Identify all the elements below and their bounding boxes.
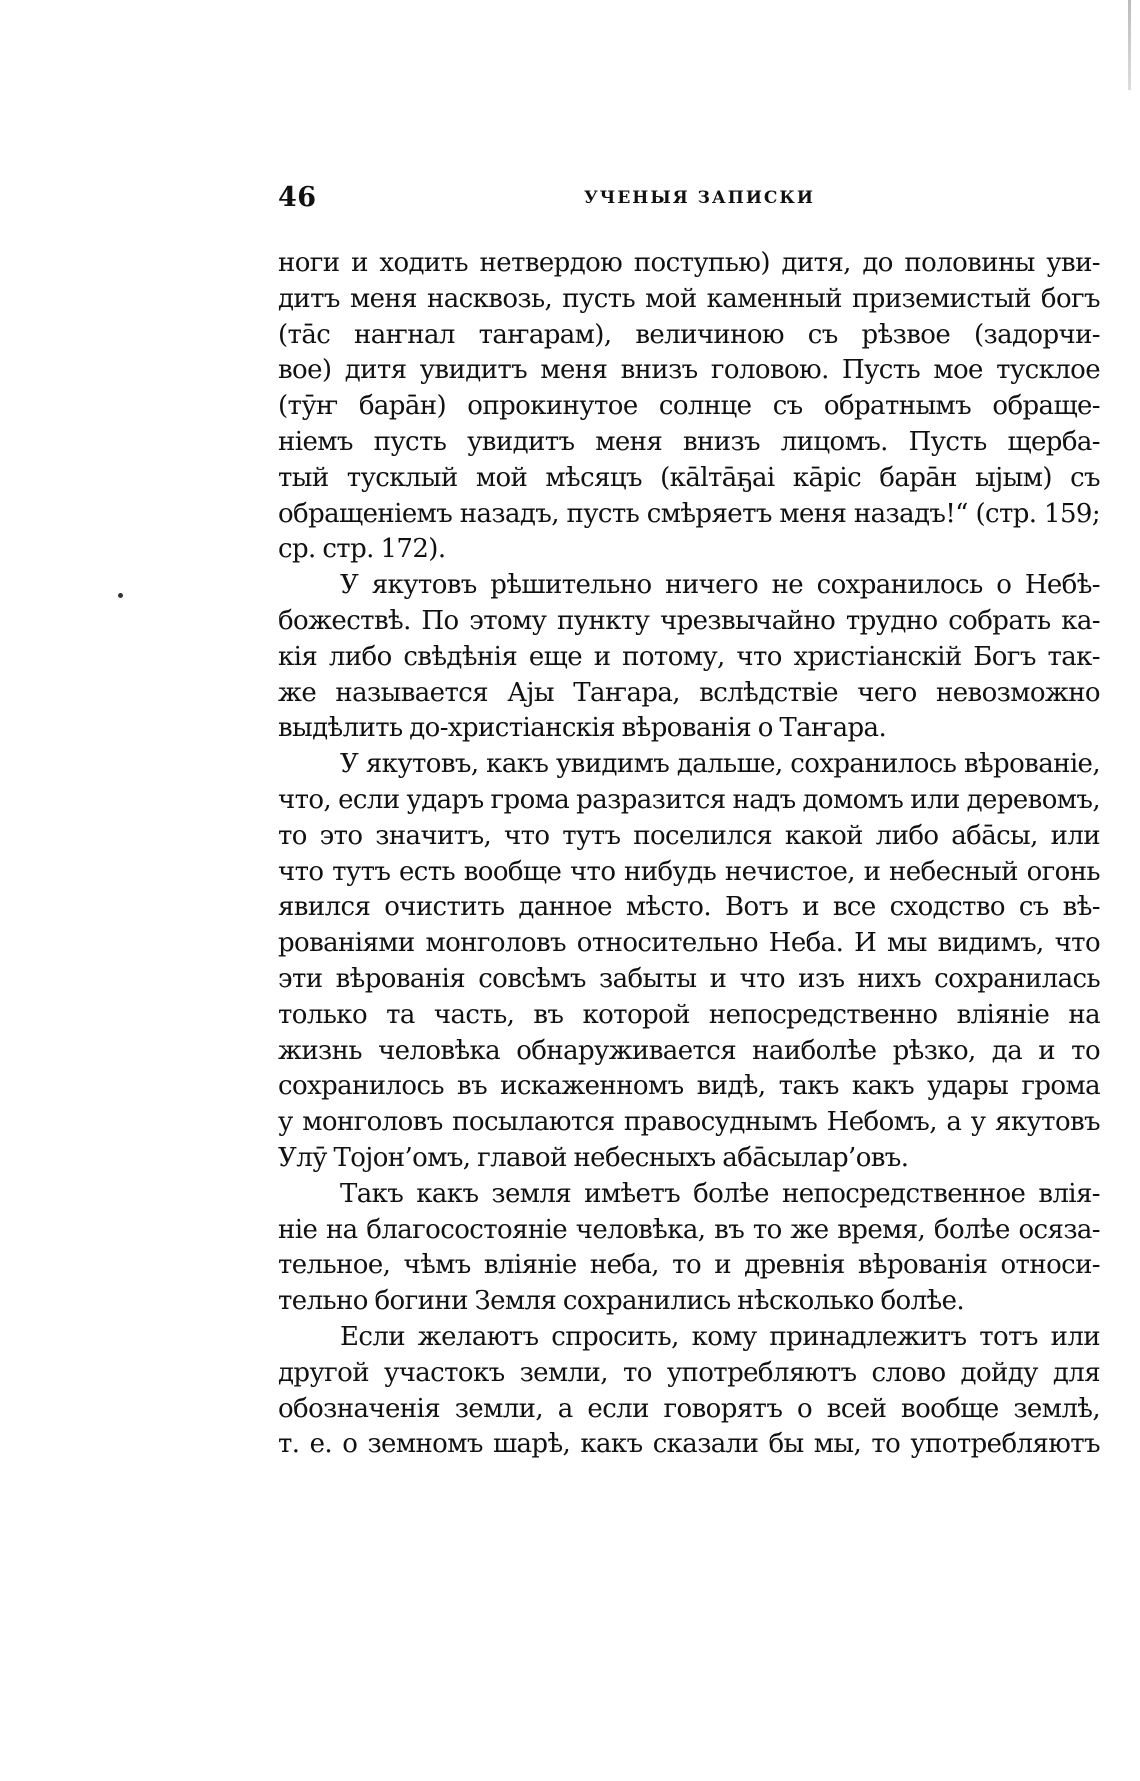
text-line (278, 353, 1100, 389)
text-line-content: то это значитъ, что тутъ поселился какой либо аба̄сы, или (278, 820, 1100, 851)
text-line (278, 1069, 1100, 1105)
margin-speck (118, 593, 123, 598)
text-line-content: (тӯҥ бара̄н) опрокинутое солнце съ обратнымъ обраще- (278, 391, 1100, 422)
text-line-content: кія либо свѣдѣнія еще и потому, что христіанскій Богъ так- (278, 641, 1100, 672)
text-line (278, 819, 1100, 855)
text-line-content: жизнь человѣка обнаруживается наиболѣе рѣзко, да и то (278, 1035, 1100, 1066)
text-line-content: ср. стр. 172). (278, 534, 446, 565)
text-line-content: тый тусклый мой мѣсяцъ (ка̄lта̄ҕаі ка̄ріс бара̄н ыјым) съ (278, 462, 1100, 493)
text-line (278, 1248, 1100, 1284)
text-line (278, 962, 1100, 998)
text-line (278, 461, 1100, 497)
text-line (278, 1213, 1100, 1249)
text-line-content: что тутъ есть вообще что нибудь нечистое, и небесный огонь (278, 856, 1100, 887)
text-line (278, 1392, 1100, 1428)
text-line (278, 1141, 1100, 1177)
text-line (278, 640, 1100, 676)
text-line (278, 747, 1100, 783)
text-line-content: т. е. о земномъ шарѣ, какъ сказали бы мы, то употребляютъ (278, 1429, 1100, 1460)
text-line (278, 389, 1100, 425)
text-line-content: дитъ меня насквозь, пусть мой каменный приземистый богъ (278, 283, 1100, 314)
text-line (278, 1356, 1100, 1392)
text-line (278, 783, 1100, 819)
text-line (278, 425, 1100, 461)
text-line-content: вое) дитя увидитъ меня внизъ головою. Пусть мое тусклое (278, 355, 1100, 386)
text-line-content: Если желаютъ спросить, кому принадлежитъ тотъ или (340, 1321, 1100, 1352)
text-line-content: тельное, чѣмъ вліяніе неба, то и древнія вѣрованія относи- (278, 1250, 1100, 1281)
running-head: УЧЕНЫЯ ЗАПИСКИ (584, 188, 815, 208)
text-line-content: ніемъ пусть увидитъ меня внизъ лицомъ. Пусть щерба- (278, 426, 1100, 457)
text-line (278, 998, 1100, 1034)
text-line (278, 318, 1100, 354)
text-line-content: ноги и ходить нетвердою поступью) дитя, до половины уви- (278, 248, 1100, 278)
text-line (278, 282, 1100, 318)
text-line-content: же называется Ајы Таҥара, вслѣдствіе чего невозможно (278, 677, 1100, 708)
text-line-content: сохранилось въ искаженномъ видѣ, такъ какъ удары грома (278, 1071, 1100, 1102)
text-line (278, 676, 1100, 712)
text-line-content: тельно богини Земля сохранились нѣсколько болѣе. (278, 1286, 965, 1317)
text-line (278, 1034, 1100, 1070)
body-text (278, 246, 1100, 1463)
text-line-content: Улӯ Тојон’омъ, главой небесныхъ аба̄сылар’овъ. (278, 1142, 909, 1173)
text-line (278, 890, 1100, 926)
text-line (278, 1105, 1100, 1141)
page-number: 46 (278, 182, 317, 213)
text-line-content: У якутовъ, какъ увидимъ дальше, сохранилось вѣрованіе, (340, 749, 1100, 780)
text-line (278, 711, 1100, 747)
text-line (278, 855, 1100, 891)
text-line (278, 568, 1100, 604)
text-line-content: У якутовъ рѣшительно ничего не сохранилось о Небѣ- (340, 570, 1100, 601)
text-line-content: Такъ какъ земля имѣетъ болѣе непосредственное влія- (340, 1178, 1100, 1209)
text-line (278, 1320, 1100, 1356)
page-header (278, 182, 1100, 222)
text-line (278, 1177, 1100, 1213)
text-line (278, 1284, 1100, 1320)
text-line (278, 246, 1100, 282)
text-line (278, 532, 1100, 568)
text-line-content: обозначенія земли, а если говорятъ о всей вообще землѣ, (278, 1393, 1100, 1424)
text-line-content: другой участокъ земли, то употребляютъ слово дойду для (278, 1357, 1100, 1388)
text-line (278, 1427, 1100, 1463)
text-line-content: обращеніемъ назадъ, пусть смѣряетъ меня назадъ!“ (стр. 159; (278, 498, 1100, 529)
text-line (278, 604, 1100, 640)
text-line-content: ніе на благосостояніе человѣка, въ то же время, болѣе осяза- (278, 1214, 1100, 1245)
text-line-content: рованіями монголовъ относительно Неба. И мы видимъ, что (278, 928, 1100, 959)
text-line-content: у монголовъ посылаются правосуднымъ Небомъ, а у якутовъ (278, 1107, 1100, 1138)
text-line-content: божествѣ. По этому пункту чрезвычайно трудно собрать ка- (278, 605, 1100, 636)
text-line-content: только та часть, въ которой непосредственно вліяніе на (278, 999, 1100, 1030)
text-line-content: (та̄с наҥнал таҥарам), величиною съ рѣзвое (задорчи- (278, 319, 1100, 350)
text-line-content: что, если ударъ грома разразится надъ домомъ или деревомъ, (278, 784, 1100, 815)
text-line-content: выдѣлить до-христіанскія вѣрованія о Таҥара. (278, 713, 887, 744)
scan-edge-mark (1128, 0, 1131, 90)
text-line (278, 926, 1100, 962)
text-line (278, 497, 1100, 533)
text-line-content: эти вѣрованія совсѣмъ забыты и что изъ нихъ сохранилась (278, 963, 1100, 994)
text-line-content: явился очистить данное мѣсто. Вотъ и все сходство съ вѣ- (278, 892, 1100, 923)
